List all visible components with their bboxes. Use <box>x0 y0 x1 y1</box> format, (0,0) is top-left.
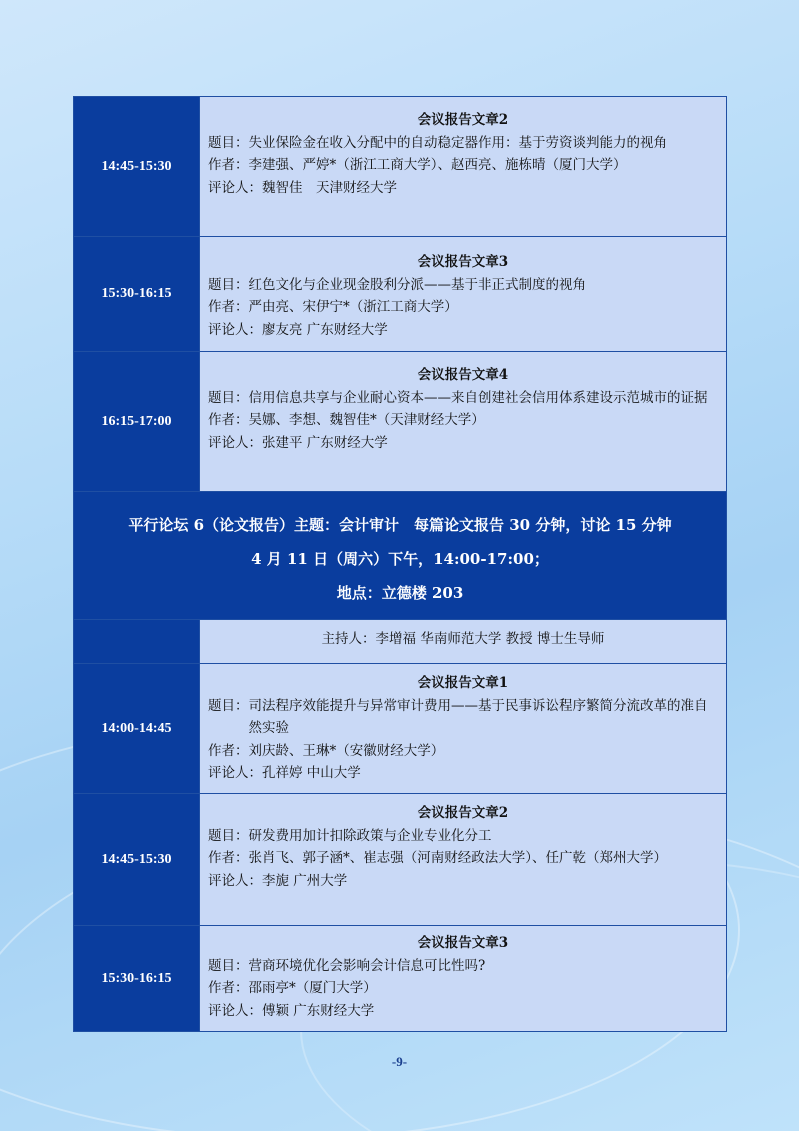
author-label: 作者： <box>208 742 249 759</box>
article-title: 会议报告文章2 <box>417 805 509 821</box>
author-label: 作者： <box>208 299 249 315</box>
session-content <box>200 237 726 351</box>
author-line <box>208 154 718 177</box>
author-label: 作者： <box>208 412 249 428</box>
table-row <box>74 352 726 492</box>
table-row <box>74 97 726 237</box>
reviewer-line <box>208 432 718 455</box>
session-content <box>200 97 726 236</box>
time-slot: 14:00-14:45 <box>74 664 200 793</box>
topic-text: 司法程序效能提升与异常审计费用——基于民事诉讼程序繁简分流改革的准自然实验 <box>248 697 708 736</box>
author-line <box>208 296 718 319</box>
forum-date: 4 月 11 日（周六）下午，14:00-17:00； <box>251 550 549 568</box>
time-slot: 15:30-16:15 <box>74 237 200 351</box>
topic-label: 题目： <box>208 827 249 844</box>
reviewer-line <box>208 1000 718 1023</box>
time-slot: 14:45-15:30 <box>74 97 200 236</box>
author-text: 邵雨亭*（厦门大学） <box>248 980 377 996</box>
topic-text: 红色文化与企业现金股利分派——基于非正式制度的视角 <box>248 276 586 293</box>
article-title: 会议报告文章1 <box>417 675 509 691</box>
author-label: 作者： <box>208 980 249 996</box>
article-title: 会议报告文章3 <box>417 254 509 270</box>
topic-label: 题目： <box>208 276 249 293</box>
table-row <box>74 794 726 926</box>
table-row <box>74 237 726 352</box>
reviewer-text: 廖友亮 广东财经大学 <box>262 321 388 338</box>
article-title: 会议报告文章2 <box>417 112 509 128</box>
reviewer-label: 评论人： <box>208 765 262 781</box>
reviewer-line <box>208 177 718 200</box>
topic-line <box>208 387 718 410</box>
session-content <box>200 352 726 491</box>
reviewer-label: 评论人： <box>208 321 262 338</box>
time-slot: 15:30-16:15 <box>74 926 200 1031</box>
reviewer-text: 张建平 广东财经大学 <box>262 434 388 451</box>
author-text: 张肖飞、郭子涵*、崔志强（河南财经政法大学）、任广乾（郑州大学） <box>248 850 667 866</box>
page-number: -9- <box>391 1054 408 1069</box>
author-line <box>208 409 718 432</box>
reviewer-line <box>208 762 718 785</box>
author-line <box>208 977 718 1000</box>
reviewer-line <box>208 870 718 893</box>
reviewer-text: 孔祥婷 中山大学 <box>262 765 361 781</box>
article-title: 会议报告文章3 <box>417 935 509 951</box>
author-text: 刘庆龄、王琳*（安徽财经大学） <box>248 742 445 759</box>
reviewer-text: 魏智佳 天津财经大学 <box>262 179 397 196</box>
forum-header <box>74 492 726 620</box>
topic-label: 题目： <box>208 389 249 406</box>
author-text: 严由亮、宋伊宁*（浙江工商大学） <box>248 299 458 315</box>
author-line <box>208 847 718 870</box>
reviewer-label: 评论人： <box>208 434 262 451</box>
topic-text: 信用信息共享与企业耐心资本——来自创建社会信用体系建设示范城市的证据 <box>248 389 708 406</box>
author-label: 作者： <box>208 157 249 173</box>
reviewer-text: 李旎 广州大学 <box>262 872 348 889</box>
time-slot-empty <box>74 620 200 663</box>
host-line: 主持人：李增福 华南师范大学 教授 博士生导师 <box>200 620 726 663</box>
topic-line <box>208 274 718 297</box>
topic-label: 题目： <box>208 697 249 714</box>
reviewer-line <box>208 319 718 342</box>
time-slot: 14:45-15:30 <box>74 794 200 925</box>
reviewer-label: 评论人： <box>208 1002 262 1019</box>
time-slot: 16:15-17:00 <box>74 352 200 491</box>
table-row <box>74 620 726 664</box>
reviewer-label: 评论人： <box>208 179 262 196</box>
article-title: 会议报告文章4 <box>417 367 509 383</box>
session-content <box>200 664 726 793</box>
topic-label: 题目： <box>208 134 249 151</box>
table-row <box>74 664 726 794</box>
topic-text: 失业保险金在收入分配中的自动稳定器作用：基于劳资谈判能力的视角 <box>248 134 667 151</box>
forum-title: 平行论坛 6（论文报告）主题：会计审计 每篇论文报告 30 分钟，讨论 15 分钟 <box>128 516 672 534</box>
topic-text: 研发费用加计扣除政策与企业专业化分工 <box>248 827 492 844</box>
author-line <box>208 740 718 763</box>
forum-location: 地点：立德楼 203 <box>336 584 464 602</box>
author-text: 吴娜、李想、魏智佳*（天津财经大学） <box>248 412 485 428</box>
table-row <box>74 926 726 1031</box>
session-content <box>200 794 726 925</box>
topic-text: 营商环境优化会影响会计信息可比性吗? <box>248 957 486 974</box>
author-label: 作者： <box>208 850 249 866</box>
topic-line <box>208 955 718 978</box>
topic-label: 题目： <box>208 957 249 974</box>
reviewer-text: 傅颖 广东财经大学 <box>262 1002 375 1019</box>
session-content <box>200 926 726 1031</box>
topic-line <box>208 695 718 740</box>
topic-line <box>208 825 718 848</box>
topic-line <box>208 132 718 155</box>
reviewer-label: 评论人： <box>208 872 262 889</box>
author-text: 李建强、严婷*（浙江工商大学）、赵西亮、施栋晴（厦门大学） <box>248 157 627 173</box>
schedule-table <box>73 96 727 1032</box>
